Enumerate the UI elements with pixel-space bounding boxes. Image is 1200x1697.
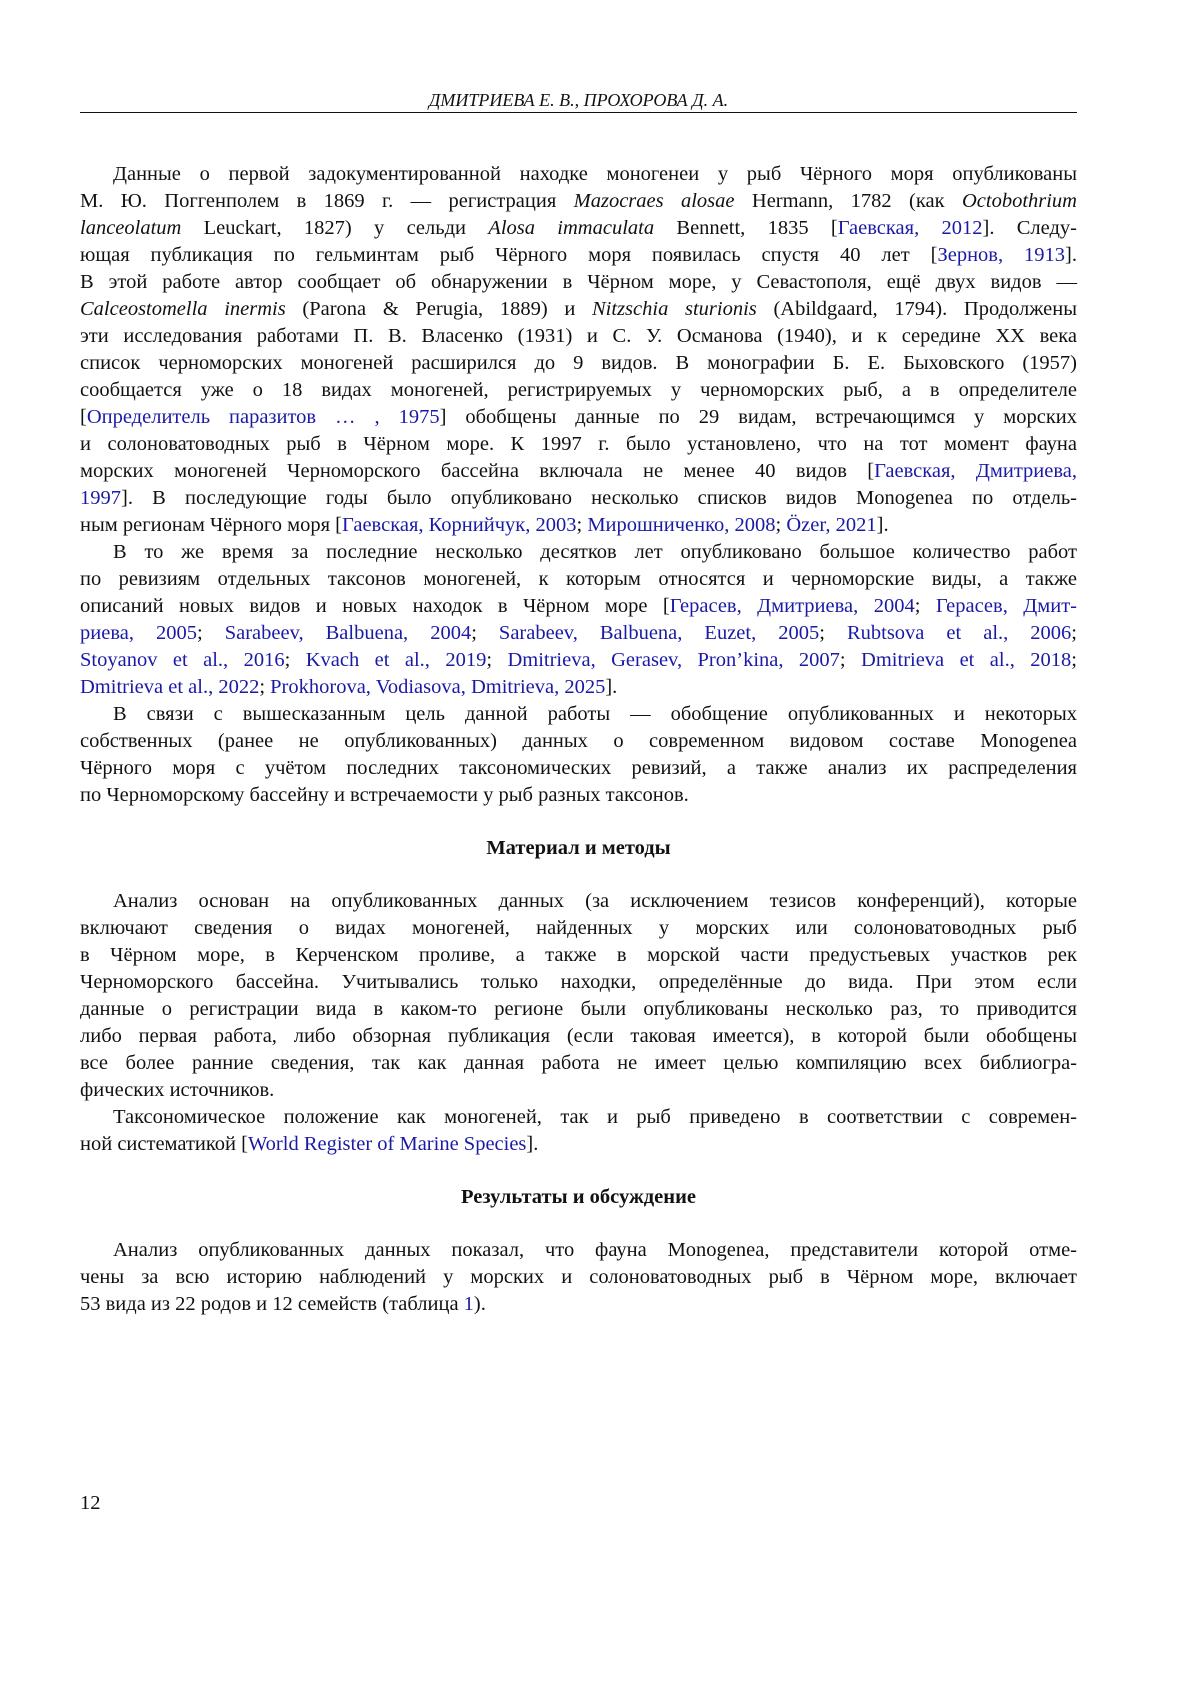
running-head: ДМИТРИЕВА Е. В., ПРОХОРОВА Д. А.: [428, 90, 729, 110]
text-run: Leuckart, 1827) у сельди: [181, 217, 489, 239]
text-line: [80, 431, 1077, 458]
citation-link[interactable]: Герасев, Дмитриева, 2004: [669, 595, 915, 617]
header-rule: [80, 112, 1077, 113]
citation-link[interactable]: Мирошниченко, 2008: [587, 514, 776, 536]
text-run: морских моногеней Черноморского бассейна включала не менее 40 видов [: [80, 460, 875, 482]
text-run: Анализ опубликованных данных показал, что фауна Monogenea, представители которой отме-: [113, 1239, 1077, 1261]
text-run: 53 вида из 22 родов и 12 семейств (таблица: [80, 1293, 464, 1315]
text-line: [80, 1050, 1077, 1077]
text-run: ].: [876, 514, 889, 536]
text-run: список черноморских моногеней расширился до 9 видов. В монографии Б. Е. Быховского (1957): [80, 352, 1077, 374]
citation-link[interactable]: Dmitrieva, Gerasev, Pron’kina, 2007: [507, 649, 840, 671]
citation-link[interactable]: Определитель паразитов … , 1975: [86, 406, 440, 428]
citation-link[interactable]: Kvach et al., 2019: [305, 649, 487, 671]
text-line: [80, 215, 1077, 242]
text-line: [80, 755, 1077, 782]
species-name: Alosa immaculata: [488, 217, 655, 239]
text-run: ной систематикой [: [80, 1133, 248, 1155]
text-run: эти исследования работами П. В. Власенко (1931) и С. У. Османова (1940), и к середине XX века: [80, 325, 1077, 347]
text-run: [: [80, 406, 87, 428]
text-run: М. Ю. Поггенполем в 1869 г. — регистрация: [80, 190, 574, 212]
text-run: (Parona & Perugia, 1889) и: [285, 298, 592, 320]
text-run: Анализ основан на опубликованных данных (за исключением тезисов конференций), которые: [113, 890, 1077, 912]
text-run: ;: [819, 622, 847, 644]
text-run: ;: [1071, 649, 1077, 671]
text-run: ].: [1065, 244, 1077, 266]
text-line: [80, 942, 1077, 969]
text-run: в Чёрном море, в Керченском проливе, а также в морской части предустьевых участков рек: [80, 944, 1077, 966]
text-run: ].: [605, 676, 618, 698]
text-line: [80, 566, 1077, 593]
text-line: [80, 539, 1077, 566]
text-run: все более ранние сведения, так как данная работа не имеет целью компиляцию всех библиогра-: [80, 1052, 1077, 1074]
text-line: [80, 242, 1077, 269]
text-line: [80, 1131, 1077, 1158]
text-line: [80, 1291, 1077, 1318]
citation-link[interactable]: Гаевская, Корнийчук, 2003: [342, 514, 577, 536]
text-run: ;: [196, 622, 225, 644]
text-run: Чёрного моря с учётом последних таксономических ревизий, а также анализ их распределения: [80, 757, 1077, 779]
citation-link[interactable]: Гаевская, Дмитриева,: [874, 460, 1077, 482]
paragraph-intro-aim: [80, 701, 1077, 809]
text-line: [80, 1104, 1077, 1131]
text-run: ;: [576, 514, 588, 536]
text-run: описаний новых видов и новых находок в Чёрном море [: [80, 595, 670, 617]
text-line: [80, 701, 1077, 728]
text-line: [80, 728, 1077, 755]
section-heading-methods: Материал и методы: [486, 837, 671, 859]
text-run: ;: [471, 622, 499, 644]
text-line: [80, 674, 1077, 701]
text-run: ;: [486, 649, 508, 671]
text-run: ющая публикация по гельминтам рыб Чёрного моря появилась спустя 40 лет [: [80, 244, 938, 266]
text-line: [80, 350, 1077, 377]
text-line: [80, 593, 1077, 620]
species-name: Calceostomella inermis: [80, 298, 286, 320]
citation-link[interactable]: Rubtsova et al., 2006: [846, 622, 1072, 644]
text-run: сообщается уже о 18 видах моногеней, регистрируемых у черноморских рыб, а в определителе: [80, 379, 1077, 401]
species-name: Octobothrium: [961, 190, 1077, 212]
text-run: ]. В последующие годы было опубликовано несколько списков видов Monogenea по отдель-: [121, 487, 1077, 509]
citation-link[interactable]: Sarabeev, Balbuena, Euzet, 2005: [498, 622, 820, 644]
text-line: [80, 1264, 1077, 1291]
text-line: [80, 782, 1077, 809]
text-line: [80, 188, 1077, 215]
citation-link[interactable]: 1: [463, 1293, 474, 1315]
paragraph-methods-taxonomy: [80, 1104, 1077, 1158]
citation-link[interactable]: 1997: [80, 487, 121, 509]
text-run: включают сведения о видах моногеней, найденных у морских или солоноватоводных рыб: [80, 917, 1077, 939]
text-run: собственных (ранее не опубликованных) данных о современном видовом составе Monogenea: [80, 730, 1077, 752]
text-run: В этой работе автор сообщает об обнаружении в Чёрном море, у Севастополя, ещё двух видов —: [80, 271, 1077, 293]
text-run: В связи с вышесказанным цель данной работы — обобщение опубликованных и некоторых: [113, 703, 1077, 725]
citation-link[interactable]: Sarabeev, Balbuena, 2004: [224, 622, 472, 644]
species-name: lanceolatum: [80, 217, 182, 239]
text-run: ;: [839, 649, 862, 671]
text-run: ]. Следу-: [982, 217, 1077, 239]
text-line: [80, 1237, 1077, 1264]
text-run: по Черноморскому бассейну и встречаемости у рыб разных таксонов.: [80, 784, 689, 806]
text-line: [80, 1077, 1077, 1104]
citation-link[interactable]: Stoyanov et al., 2016: [80, 649, 285, 671]
text-line: [80, 512, 1077, 539]
paragraph-intro-revisions: [80, 539, 1077, 701]
text-run: ;: [775, 514, 787, 536]
text-run: Hermann, 1782 (как: [734, 190, 962, 212]
page-number: 12: [80, 1492, 101, 1514]
citation-link[interactable]: Герасев, Дмит-: [935, 595, 1077, 617]
text-line: [80, 996, 1077, 1023]
paragraph-methods-analysis: [80, 888, 1077, 1104]
text-run: ].: [526, 1133, 539, 1155]
citation-link[interactable]: Зернов, 1913: [937, 244, 1066, 266]
citation-link[interactable]: Prokhorova, Vodiasova, Dmitrieva, 2025: [270, 676, 606, 698]
text-run: Данные о первой задокументированной находке моногенеи у рыб Чёрного моря опубликованы: [113, 163, 1077, 185]
citation-link[interactable]: Гаевская, 2012: [837, 217, 983, 239]
paragraph-intro-history: [80, 161, 1077, 539]
text-run: и солоноватоводных рыб в Чёрном море. К 1997 г. было установлено, что на тот момент фауна: [80, 433, 1077, 455]
text-run: по ревизиям отдельных таксонов моногеней, к которым относятся и черноморские виды, а также: [80, 568, 1077, 590]
text-run: либо первая работа, либо обзорная публикация (если таковая имеется), в которой были обобщены: [80, 1025, 1077, 1047]
text-line: [80, 485, 1077, 512]
text-run: ] обобщены данные по 29 видам, встречающимся у морских: [439, 406, 1077, 428]
text-run: Bennett, 1835 [: [654, 217, 838, 239]
text-line: [80, 888, 1077, 915]
text-line: [80, 915, 1077, 942]
text-run: Черноморского бассейна. Учитывались только находки, определённые до вида. При этом если: [80, 971, 1077, 993]
text-run: ;: [914, 595, 936, 617]
text-run: ;: [284, 649, 306, 671]
text-run: ).: [473, 1293, 486, 1315]
text-run: В то же время за последние несколько десятков лет опубликовано большое количество работ: [113, 541, 1077, 563]
text-run: ным регионам Чёрного моря [: [80, 514, 343, 536]
text-run: ;: [1071, 622, 1077, 644]
text-line: [80, 161, 1077, 188]
text-run: Таксономическое положение как моногеней, так и рыб приведено в соответствии с современ-: [113, 1106, 1077, 1128]
citation-link[interactable]: Özer, 2021: [786, 514, 877, 536]
text-line: [80, 296, 1077, 323]
species-name: Mazocraes alosae: [573, 190, 735, 212]
text-line: [80, 323, 1077, 350]
text-line: [80, 458, 1077, 485]
citation-link[interactable]: Dmitrieva et al., 2022: [80, 676, 260, 698]
section-heading-results: Результаты и обсуждение: [461, 1186, 696, 1208]
text-run: фических источников.: [80, 1079, 275, 1101]
text-run: ;: [259, 676, 271, 698]
species-name: Nitzschia sturionis: [592, 298, 757, 320]
text-run: (Abildgaard, 1794). Продолжены: [756, 298, 1077, 320]
citation-link[interactable]: риева, 2005: [80, 622, 197, 644]
text-line: [80, 377, 1077, 404]
text-line: [80, 404, 1077, 431]
paragraph-results: [80, 1237, 1077, 1318]
text-run: данные о регистрации вида в каком-то регионе были опубликованы несколько раз, то приводится: [80, 998, 1077, 1020]
text-line: [80, 620, 1077, 647]
text-line: [80, 647, 1077, 674]
citation-link[interactable]: Dmitrieva et al., 2018: [861, 649, 1072, 671]
text-run: чены за всю историю наблюдений у морских и солоноватоводных рыб в Чёрном море, включает: [80, 1266, 1077, 1288]
text-line: [80, 969, 1077, 996]
text-line: [80, 269, 1077, 296]
text-line: [80, 1023, 1077, 1050]
citation-link[interactable]: World Register of Marine Species: [247, 1133, 527, 1155]
